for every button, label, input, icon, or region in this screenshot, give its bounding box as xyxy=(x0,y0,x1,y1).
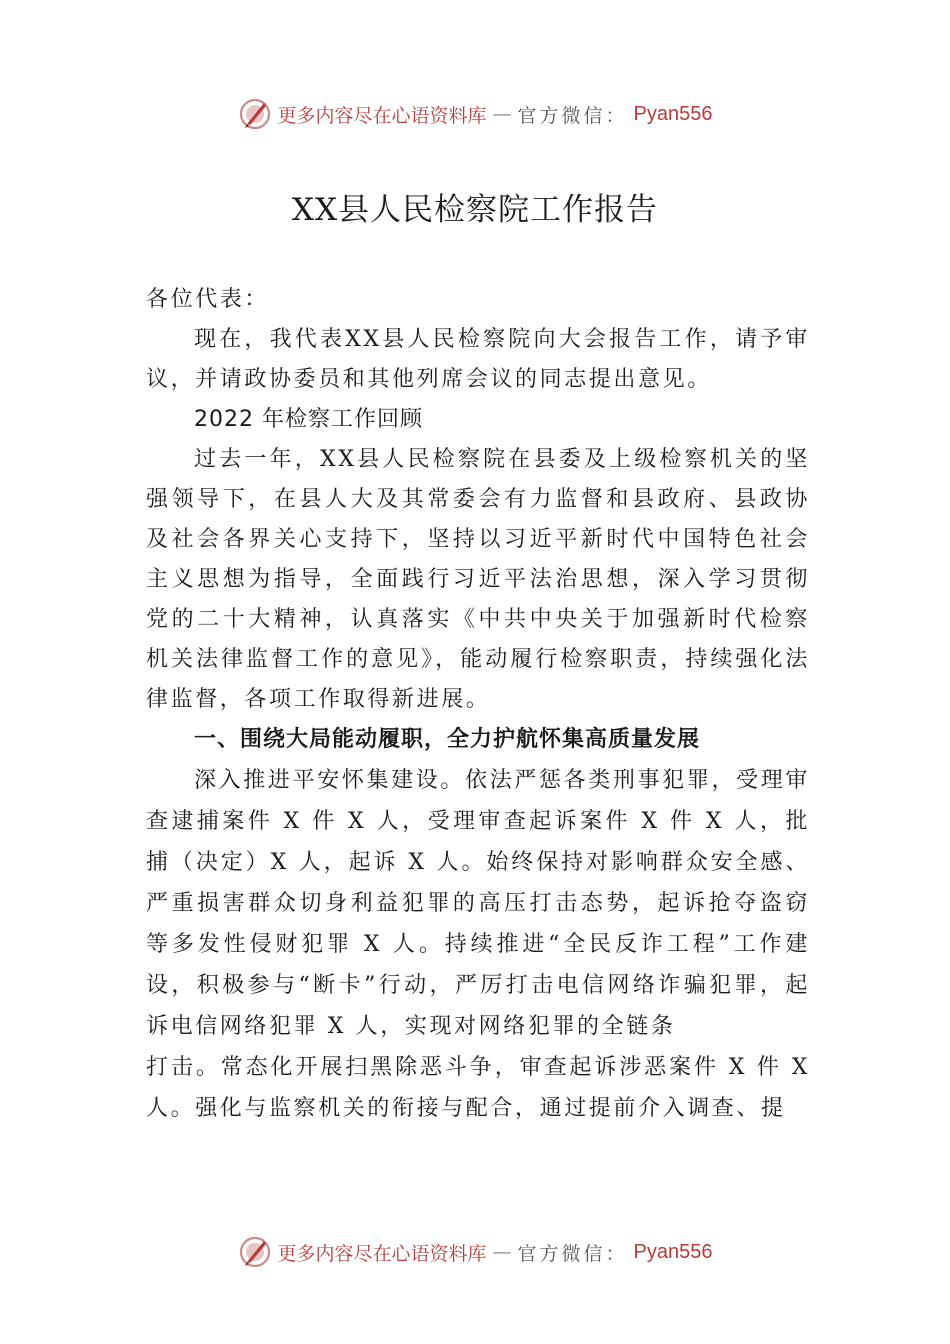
watermark-separator: — xyxy=(492,1241,512,1263)
watermark-separator: — xyxy=(492,103,512,125)
watermark-brand-text: 更多内容尽在心语资料库 xyxy=(277,104,487,127)
watermark-official-label: 官方微信： xyxy=(517,104,628,127)
watermark-wechat-id: Pyan556 xyxy=(633,1240,713,1263)
salutation: 各位代表： xyxy=(146,287,270,312)
quill-pen-seal-icon xyxy=(238,97,272,131)
section-review-title: 2022 年检察工作回顾 xyxy=(194,407,423,432)
watermark-official-label: 官方微信： xyxy=(517,1242,628,1265)
review-paragraph: 过去一年，XX县人民检察院在县委及上级检察机关的坚强领导下，在县人大及其常委会有力监督和县政府、县政协及社会各界关心支持下，坚持以习近平新时代中国特色社会主义思想为指导，全面践行习近平法治思想，深入学习贯彻党的二十大精神，认真落实《中共中央关于加强新时代检察机关法律监督工作的意见》，能动履行检察职责，持续强化法律监督，各项工作取得新进展。 xyxy=(146,447,810,712)
paragraph-one-part-b: 打击。常态化开展扫黑除恶斗争，审查起诉涉恶案件 X 件 X 人。强化与监察机关的衔接与配合，通过提前介入调查、提 xyxy=(146,1055,810,1121)
footer-watermark xyxy=(0,1232,950,1272)
watermark-brand-text: 更多内容尽在心语资料库 xyxy=(277,1242,487,1265)
intro-paragraph: 现在，我代表XX县人民检察院向大会报告工作，请予审议，并请政协委员和其他列席会议的同志提出意见。 xyxy=(146,327,810,392)
header-watermark xyxy=(0,94,950,134)
section-heading-one: 一、围绕大局能动履职，全力护航怀集高质量发展 xyxy=(194,727,701,752)
quill-pen-seal-icon xyxy=(238,1235,272,1269)
document-title: XX县人民检察院工作报告 xyxy=(291,192,659,228)
watermark-wechat-id: Pyan556 xyxy=(633,102,713,125)
document-body xyxy=(146,280,810,1129)
paragraph-one-part-a: 深入推进平安怀集建设。依法严惩各类刑事犯罪，受理审查逮捕案件 X 件 X 人，受理审查起诉案件 X 件 X 人，批捕（决定）X 人，起诉 X 人。始终保持对影响群众安全感、严重损害群众切身利益犯罪的高压打击态势，起诉抢夺盗窃等多发性侵财犯罪 X 人。持续推进“全民反诈工程”工作建设，积极参与“断卡”行动，严厉打击电信网络诈骗犯罪，起诉电信网络犯罪 X 人，实现对网络犯罪的全链条 xyxy=(146,768,810,1039)
